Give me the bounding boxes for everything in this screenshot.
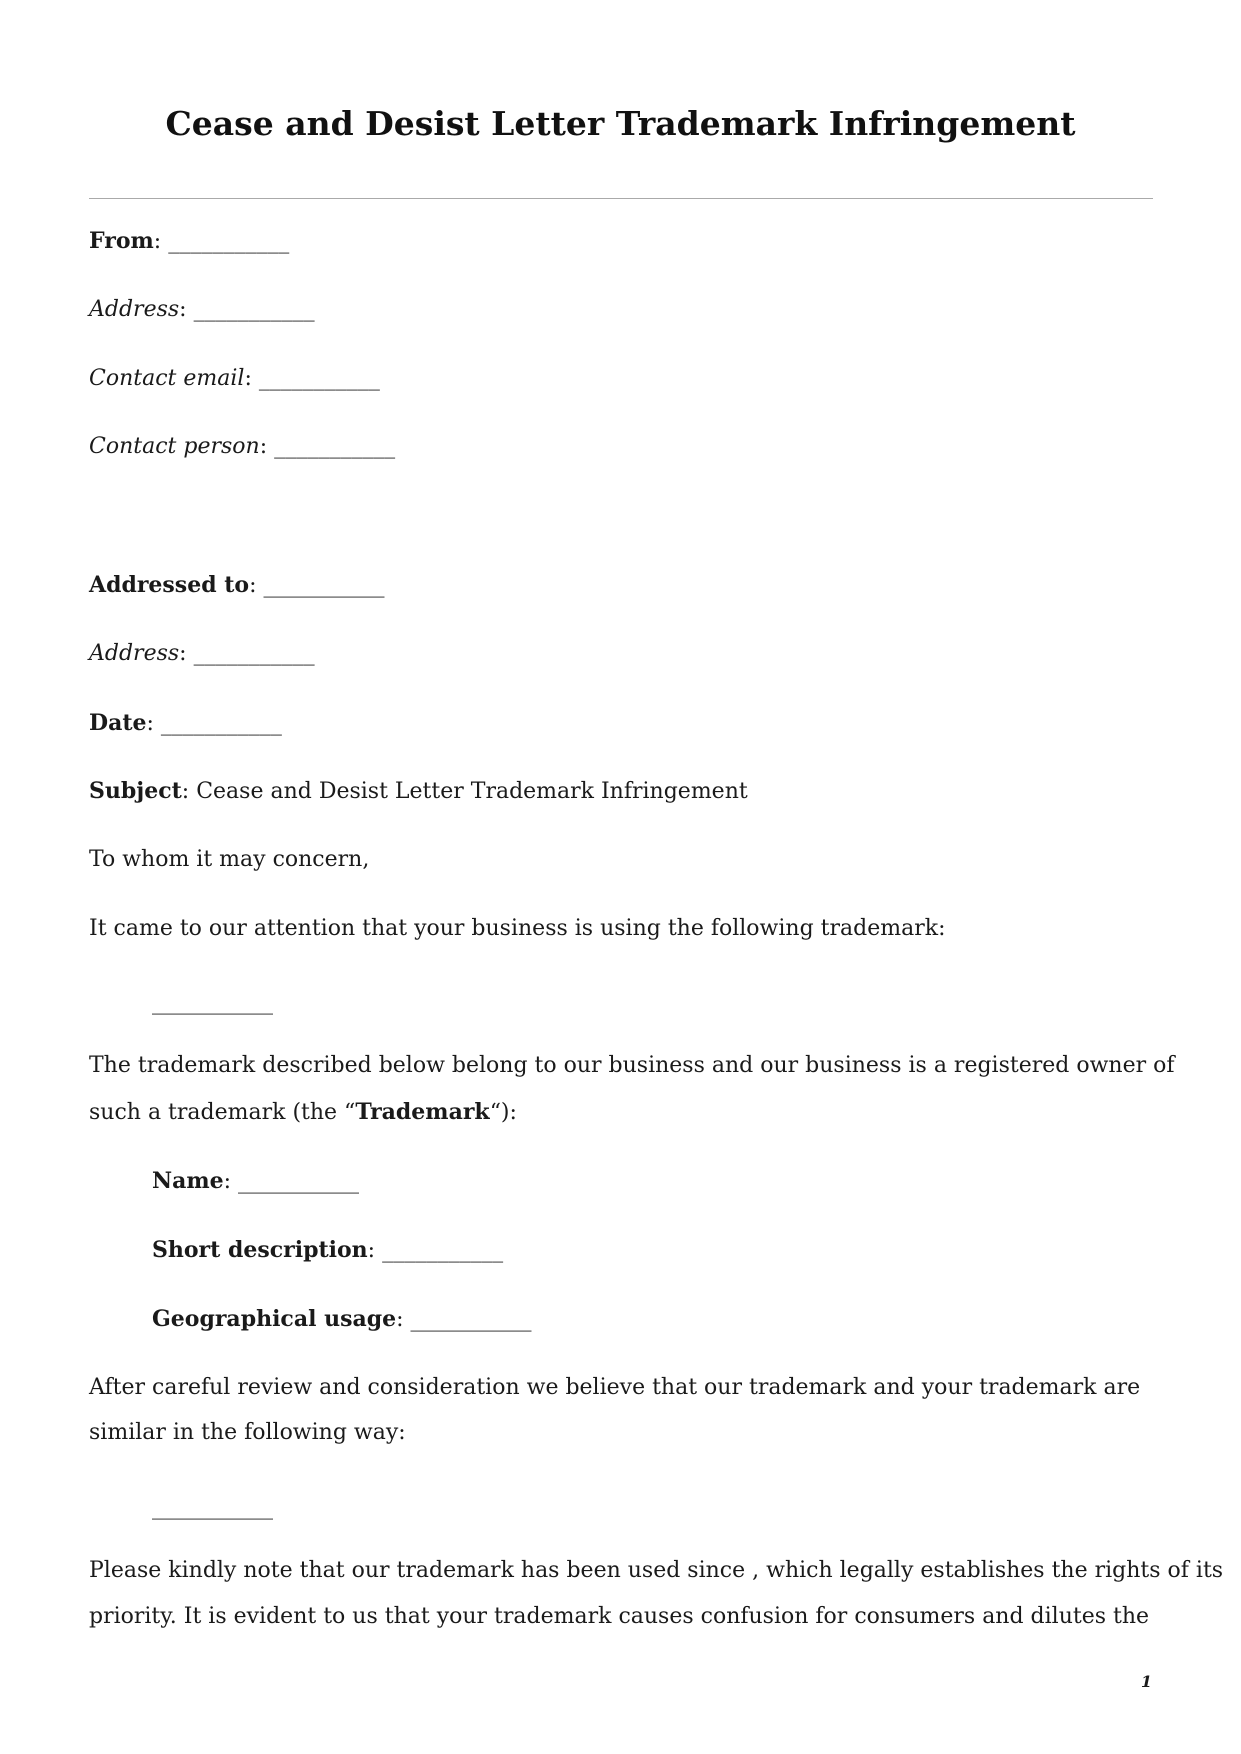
title-divider bbox=[89, 198, 1153, 199]
contact-person-blank: ___________ bbox=[274, 434, 396, 459]
date-blank: ___________ bbox=[160, 711, 282, 736]
recipient-address-field: Address: ___________ bbox=[89, 641, 315, 666]
date-label: Date bbox=[89, 710, 147, 736]
short-description-label: Short description bbox=[152, 1237, 368, 1263]
contact-person-field: Contact person: ___________ bbox=[89, 434, 396, 459]
subject-label: Subject bbox=[89, 778, 182, 804]
short-description-field: Short description: ___________ bbox=[152, 1237, 504, 1263]
paragraph-3-line-2: similar in the following way: bbox=[89, 1420, 406, 1445]
paragraph-4-line-1: Please kindly note that our trademark has been used since , which legally establishes the rights of its bbox=[89, 1558, 1224, 1583]
trademark-name-blank: ___________ bbox=[238, 1169, 360, 1194]
from-field: From: ___________ bbox=[89, 228, 290, 254]
recipient-address-label: Address bbox=[89, 641, 180, 666]
subject-field: Subject: Cease and Desist Letter Trademark Infringement bbox=[89, 778, 748, 804]
paragraph-2-suffix: “): bbox=[489, 1100, 517, 1125]
paragraph-3-line-1: After careful review and consideration we believe that our trademark and your trademark are bbox=[89, 1375, 1141, 1400]
geographical-usage-field: Geographical usage: ___________ bbox=[152, 1306, 532, 1332]
paragraph-4-line-2: priority. It is evident to us that your trademark causes confusion for consumers and dilutes the bbox=[89, 1604, 1150, 1629]
sender-address-field: Address: ___________ bbox=[89, 297, 315, 322]
salutation: To whom it may concern, bbox=[89, 847, 370, 872]
page-number: 1 bbox=[1140, 1672, 1152, 1691]
infringing-trademark-blank: ___________ bbox=[152, 990, 273, 1015]
contact-person-label: Contact person bbox=[89, 434, 260, 459]
paragraph-1: It came to our attention that your business is using the following trademark: bbox=[89, 916, 946, 941]
sender-address-label: Address bbox=[89, 297, 180, 322]
trademark-term: Trademark bbox=[355, 1099, 490, 1125]
geographical-usage-label: Geographical usage bbox=[152, 1306, 397, 1332]
from-label: From bbox=[89, 228, 154, 254]
geographical-usage-blank: ___________ bbox=[410, 1307, 532, 1332]
contact-email-field: Contact email: ___________ bbox=[89, 366, 380, 391]
addressed-to-field: Addressed to: ___________ bbox=[89, 572, 385, 598]
from-blank: ___________ bbox=[168, 229, 290, 254]
similarity-blank: ___________ bbox=[152, 1495, 273, 1520]
addressed-to-label: Addressed to bbox=[89, 572, 250, 598]
paragraph-2-line-2 bbox=[89, 1097, 517, 1128]
addressed-to-blank: ___________ bbox=[263, 573, 385, 598]
subject-value: Cease and Desist Letter Trademark Infringement bbox=[196, 779, 748, 804]
recipient-address-blank: ___________ bbox=[193, 641, 315, 666]
trademark-name-label: Name bbox=[152, 1168, 224, 1194]
short-description-blank: ___________ bbox=[382, 1238, 504, 1263]
contact-email-label: Contact email bbox=[89, 366, 245, 391]
contact-email-blank: ___________ bbox=[258, 366, 380, 391]
sender-address-blank: ___________ bbox=[193, 297, 315, 322]
trademark-name-field: Name: ___________ bbox=[152, 1168, 360, 1194]
document-title: Cease and Desist Letter Trademark Infringement bbox=[165, 104, 1076, 143]
date-field: Date: ___________ bbox=[89, 710, 282, 736]
paragraph-2-line-1: The trademark described below belong to our business and our business is a registered owner of bbox=[89, 1053, 1175, 1078]
paragraph-2-prefix: such a trademark (the “ bbox=[89, 1100, 356, 1125]
